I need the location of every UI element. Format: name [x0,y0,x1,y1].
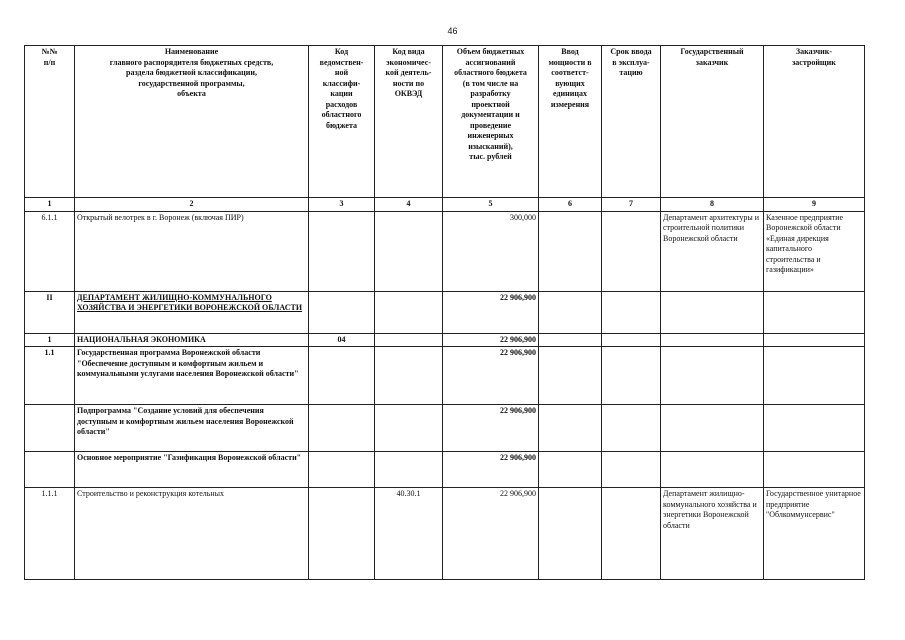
department-code [309,405,375,452]
table-row [25,211,865,291]
department-code [309,291,375,333]
table-row [25,347,865,405]
budget-amount: 22 906,900 [443,452,539,488]
col-number: 6 [539,198,602,212]
budget-amount: 22 906,900 [443,291,539,333]
budget-amount: 22 906,900 [443,488,539,580]
department-code [309,488,375,580]
header-state-customer: Государственный заказчик [661,46,764,198]
header-row [25,46,865,198]
col-number: 3 [309,198,375,212]
okved-code [375,405,443,452]
header-number: №№ п/п [25,46,75,198]
department-code: 04 [309,333,375,347]
department-code [309,211,375,291]
commission-date [602,291,661,333]
capacity [539,291,602,333]
okved-code: 40.30.1 [375,488,443,580]
row-number [25,452,75,488]
okved-code [375,211,443,291]
okved-code [375,452,443,488]
developer [764,291,865,333]
object-name: Открытый велотрек в г. Воронеж (включая ПИР) [75,211,309,291]
state-customer [661,405,764,452]
commission-date [602,211,661,291]
table-row [25,291,865,333]
column-number-row [25,198,865,212]
state-customer: Департамент архитектуры и строительной политики Воронежской области [661,211,764,291]
okved-code [375,291,443,333]
object-name: ДЕПАРТАМЕНТ ЖИЛИЩНО-КОММУНАЛЬНОГО ХОЗЯЙСТВА И ЭНЕРГЕТИКИ ВОРОНЕЖСКОЙ ОБЛАСТИ [75,291,309,333]
department-code [309,452,375,488]
state-customer [661,333,764,347]
developer [764,347,865,405]
header-capacity: Ввод мощности в соответст- вующих единицах измерения [539,46,602,198]
developer: Государственное унитарное предприятие "Облкоммунсервис" [764,488,865,580]
row-number: 1.1.1 [25,488,75,580]
col-number: 7 [602,198,661,212]
capacity [539,347,602,405]
okved-code [375,347,443,405]
col-number: 4 [375,198,443,212]
capacity [539,211,602,291]
budget-amount: 22 906,900 [443,333,539,347]
header-name: Наименование главного распорядителя бюджетных средств, раздела бюджетной классификации, государственной программы, объекта [75,46,309,198]
object-name: Основное мероприятие "Газификация Воронежской области" [75,452,309,488]
commission-date [602,488,661,580]
budget-amount: 22 906,900 [443,405,539,452]
row-number: II [25,291,75,333]
object-name: Государственная программа Воронежской области "Обеспечение доступным и комфортным жильем и коммунальными услугами населения Воронежской области" [75,347,309,405]
commission-date [602,333,661,347]
state-customer [661,347,764,405]
col-number: 5 [443,198,539,212]
table-row [25,333,865,347]
commission-date [602,347,661,405]
capacity [539,488,602,580]
state-customer [661,452,764,488]
table-row [25,488,865,580]
header-okved-code: Код вида экономичес- кой деятель- ности по ОКВЭД [375,46,443,198]
header-department-code: Код ведомствен- ной классифи- кации расходов областного бюджета [309,46,375,198]
row-number: 6.1.1 [25,211,75,291]
developer [764,452,865,488]
state-customer: Департамент жилищно-коммунального хозяйства и энергетики Воронежской области [661,488,764,580]
page-number: 46 [447,26,458,36]
header-budget-amount: Объем бюджетных ассигнований областного бюджета (в том числе на разработку проектной документации и проведение инженерных изысканий), тыс. рублей [443,46,539,198]
row-number [25,405,75,452]
budget-table [24,45,865,580]
object-name: Строительство и реконструкция котельных [75,488,309,580]
developer [764,405,865,452]
object-name: НАЦИОНАЛЬНАЯ ЭКОНОМИКА [75,333,309,347]
capacity [539,405,602,452]
okved-code [375,333,443,347]
row-number: 1 [25,333,75,347]
state-customer [661,291,764,333]
capacity [539,333,602,347]
header-commission-date: Срок ввода в эксплуа- тацию [602,46,661,198]
header-developer: Заказчик- застройщик [764,46,865,198]
col-number: 1 [25,198,75,212]
table-row [25,405,865,452]
col-number: 8 [661,198,764,212]
department-code [309,347,375,405]
budget-amount: 22 906,900 [443,347,539,405]
commission-date [602,405,661,452]
developer [764,333,865,347]
budget-amount: 300,000 [443,211,539,291]
col-number: 2 [75,198,309,212]
row-number: 1.1 [25,347,75,405]
capacity [539,452,602,488]
col-number: 9 [764,198,865,212]
table-row [25,452,865,488]
developer: Казенное предприятие Воронежской области «Единая дирекция капитального строительства и газификации» [764,211,865,291]
commission-date [602,452,661,488]
object-name: Подпрограмма "Создание условий для обеспечения доступным и комфортным жильем населения Воронежской области" [75,405,309,452]
